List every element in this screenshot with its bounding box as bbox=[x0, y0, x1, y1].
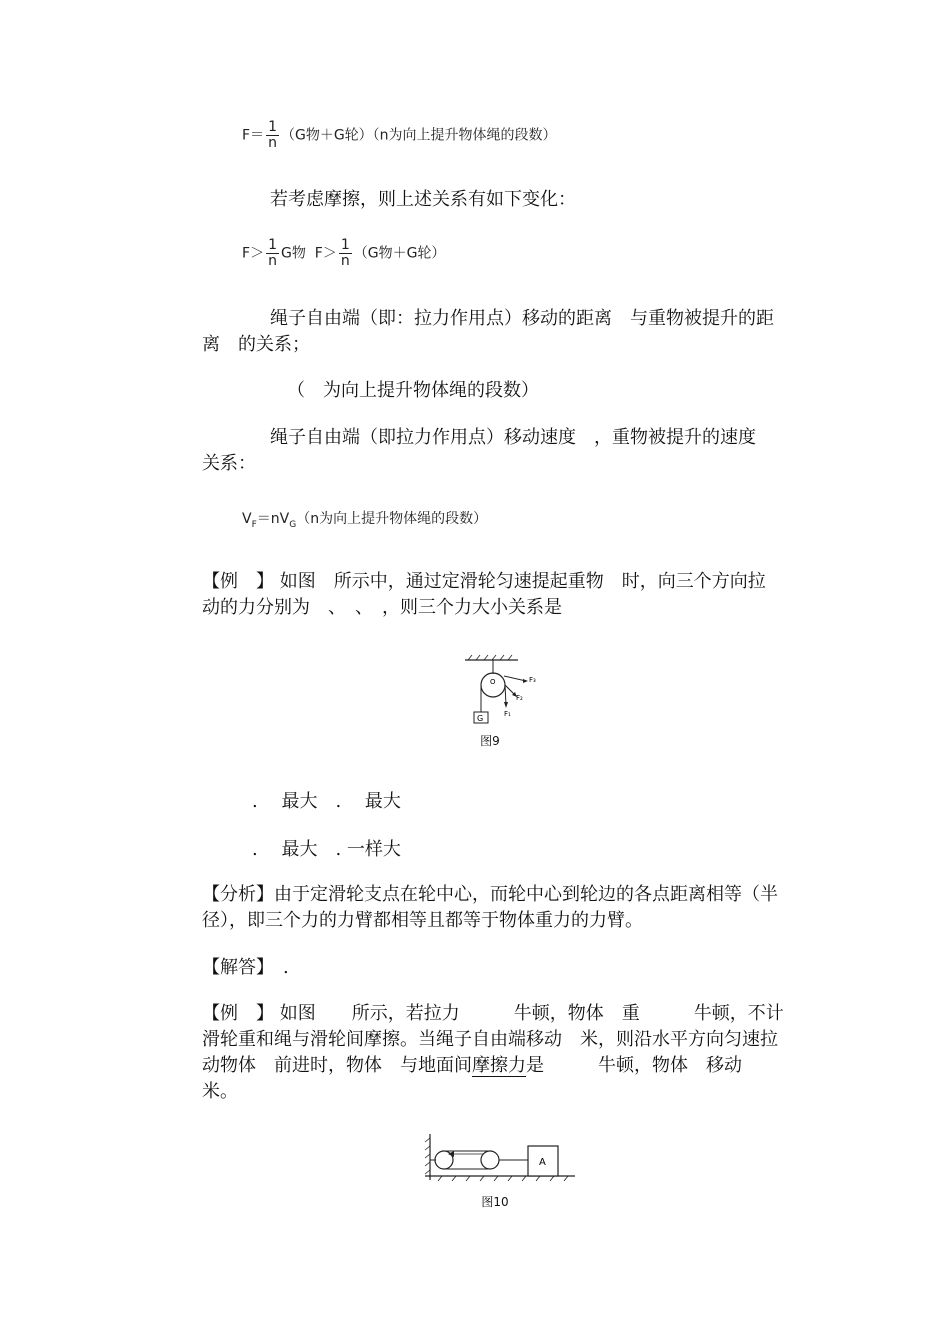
formula-lhs: F＞ bbox=[314, 245, 337, 262]
formula-2 bbox=[242, 238, 445, 269]
fig9-label-f2: F₂ bbox=[516, 694, 523, 702]
analysis-line2: 径），即三个力的力臂都相等且都等于物体重力的力臂。 bbox=[202, 910, 643, 931]
fraction-numerator: 1 bbox=[340, 237, 350, 253]
formula-rhs: （n为向上提升物体绳的段数） bbox=[296, 511, 488, 527]
formula-1 bbox=[242, 120, 557, 151]
velocity-subscript: F bbox=[251, 519, 257, 530]
formula-rhs: （G物＋G轮） bbox=[353, 245, 446, 262]
para-speed-line2: 关系： bbox=[202, 453, 256, 474]
fraction-denominator: n bbox=[340, 253, 350, 269]
para-segments: （ 为向上提升物体绳的段数） bbox=[287, 380, 539, 401]
fig10-label-a: A bbox=[539, 1157, 546, 1168]
velocity-symbol: V bbox=[242, 511, 252, 527]
formula-3 bbox=[242, 508, 487, 530]
para-friction: 若考虑摩擦，则上述关系有如下变化： bbox=[270, 189, 576, 210]
example2-line3 bbox=[202, 1053, 742, 1079]
para-distance-line2: 离 的关系； bbox=[202, 334, 310, 355]
formula-rhs: （G物＋G轮）（n为向上提升物体绳的段数） bbox=[280, 127, 557, 144]
fig9-label-o: O bbox=[490, 678, 496, 686]
formula-equals: ＝nV bbox=[256, 511, 290, 527]
formula-term: G物 bbox=[280, 245, 306, 262]
example2-line3-start: 动物体 前进时，物体 与地面间 bbox=[202, 1055, 472, 1076]
example2-line1: 【例 】 如图 所示，若拉力 牛顿，物体 重 牛顿，不计 bbox=[202, 1003, 784, 1024]
analysis-line1: 【分析】由于定滑轮支点在轮中心，而轮中心到轮边的各点距离相等（半 bbox=[202, 884, 778, 905]
para-distance-line1: 绳子自由端（即：拉力作用点）移动的距离 与重物被提升的距 bbox=[270, 308, 774, 329]
horizontal-pulley-diagram bbox=[420, 1130, 590, 1192]
options-row-1: . 最大 . 最大 bbox=[252, 791, 401, 812]
fig9-label-g: G bbox=[477, 714, 484, 723]
fraction bbox=[266, 238, 279, 269]
formula-lhs: F＝ bbox=[242, 127, 265, 144]
fraction bbox=[266, 120, 279, 151]
figure-10 bbox=[420, 1130, 590, 1212]
example2-line4: 米。 bbox=[202, 1081, 238, 1102]
answer: 【解答】 . bbox=[202, 957, 289, 978]
velocity-subscript: G bbox=[289, 519, 297, 530]
formula-lhs: F＞ bbox=[242, 245, 265, 262]
fraction bbox=[339, 238, 352, 269]
fraction-denominator: n bbox=[268, 135, 277, 151]
figure-10-caption: 图10 bbox=[481, 1195, 509, 1209]
example1-line1: 【例 】 如图 所示中，通过定滑轮匀速提起重物 时，向三个方向拉 bbox=[202, 571, 766, 592]
fraction-numerator: 1 bbox=[268, 237, 277, 253]
options-row-2: . 最大 . 一样大 bbox=[252, 839, 401, 860]
para-speed-line1: 绳子自由端（即拉力作用点）移动速度 ，重物被提升的速度 bbox=[270, 427, 756, 448]
figure-9-caption: 图9 bbox=[480, 734, 500, 748]
fraction-denominator: n bbox=[268, 253, 277, 269]
figure-9 bbox=[460, 650, 540, 750]
example1-line2: 动的力分别为 、 、 ，则三个力大小关系是 bbox=[202, 597, 562, 618]
fraction-numerator: 1 bbox=[268, 119, 277, 135]
fig9-label-f3: F₃ bbox=[529, 676, 536, 684]
underlined-term: 摩擦力 bbox=[472, 1055, 526, 1076]
example2-line3-end: 是 牛顿，物体 移动 bbox=[526, 1055, 742, 1076]
fig9-label-f1: F₁ bbox=[504, 710, 511, 718]
example2-line2: 滑轮重和绳与滑轮间摩擦。当绳子自由端移动 米，则沿水平方向匀速拉 bbox=[202, 1029, 778, 1050]
